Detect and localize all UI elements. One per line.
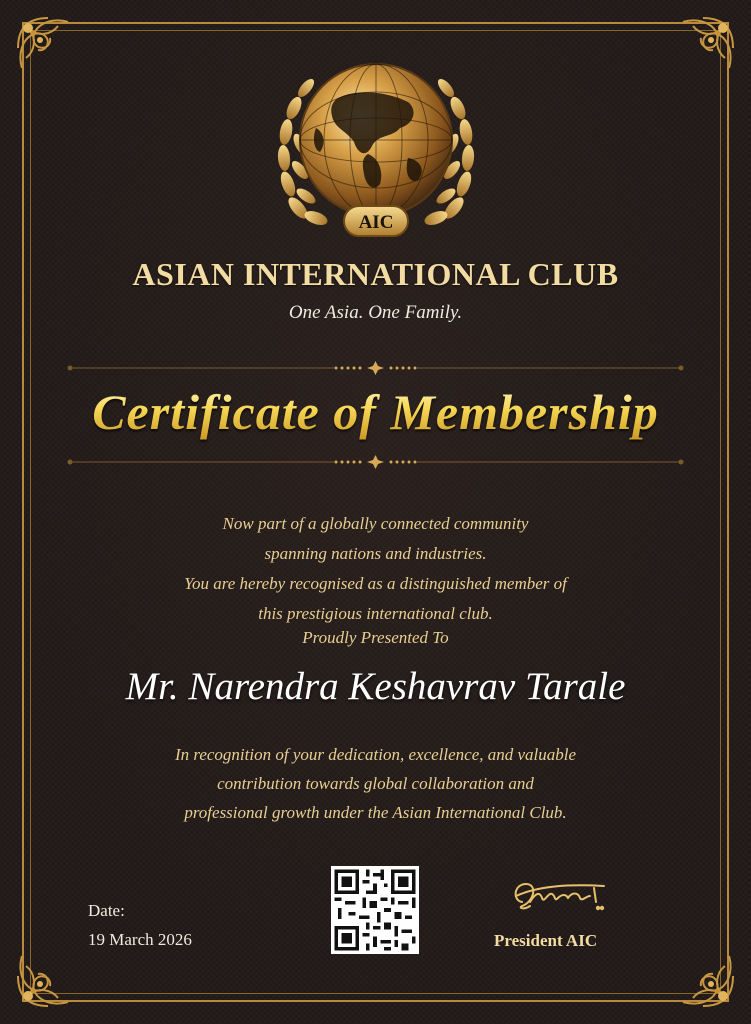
recipient-name: Mr. Narendra Keshavrav Tarale xyxy=(125,665,626,708)
corner-ornament-bottom-right xyxy=(647,920,743,1016)
statement-line: You are hereby recognised as a distinguished member of xyxy=(184,574,567,593)
signatory-title: President AIC xyxy=(494,931,598,950)
club-name: ASIAN INTERNATIONAL CLUB xyxy=(132,256,619,292)
recognition-line: In recognition of your dedication, excellence, and valuable xyxy=(174,745,577,764)
membership-statement xyxy=(0,509,751,629)
president-signature xyxy=(508,872,614,918)
qr-code[interactable] xyxy=(331,866,419,954)
recognition-line: contribution towards global collaboration and xyxy=(217,774,534,793)
statement-line: Now part of a globally connected community xyxy=(222,514,529,533)
recognition-statement xyxy=(0,740,751,827)
club-tagline: One Asia. One Family. xyxy=(288,302,463,323)
date-label: Date: xyxy=(88,901,125,920)
corner-ornament-top-right xyxy=(647,8,743,104)
recognition-line: professional growth under the Asian International Club. xyxy=(184,803,567,822)
statement-line: this prestigious international club. xyxy=(258,604,493,623)
presented-to-label: Proudly Presented To xyxy=(302,628,449,647)
corner-ornament-top-left xyxy=(8,8,104,104)
logo-badge-text: AIC xyxy=(358,212,394,233)
ornamental-divider-top xyxy=(66,361,685,375)
globe-laurel-logo xyxy=(268,58,484,246)
date-value: 19 March 2026 xyxy=(88,930,192,949)
statement-line: spanning nations and industries. xyxy=(264,544,487,563)
certificate-title: Certificate of Membership xyxy=(0,383,751,441)
ornamental-divider-bottom xyxy=(66,455,685,469)
